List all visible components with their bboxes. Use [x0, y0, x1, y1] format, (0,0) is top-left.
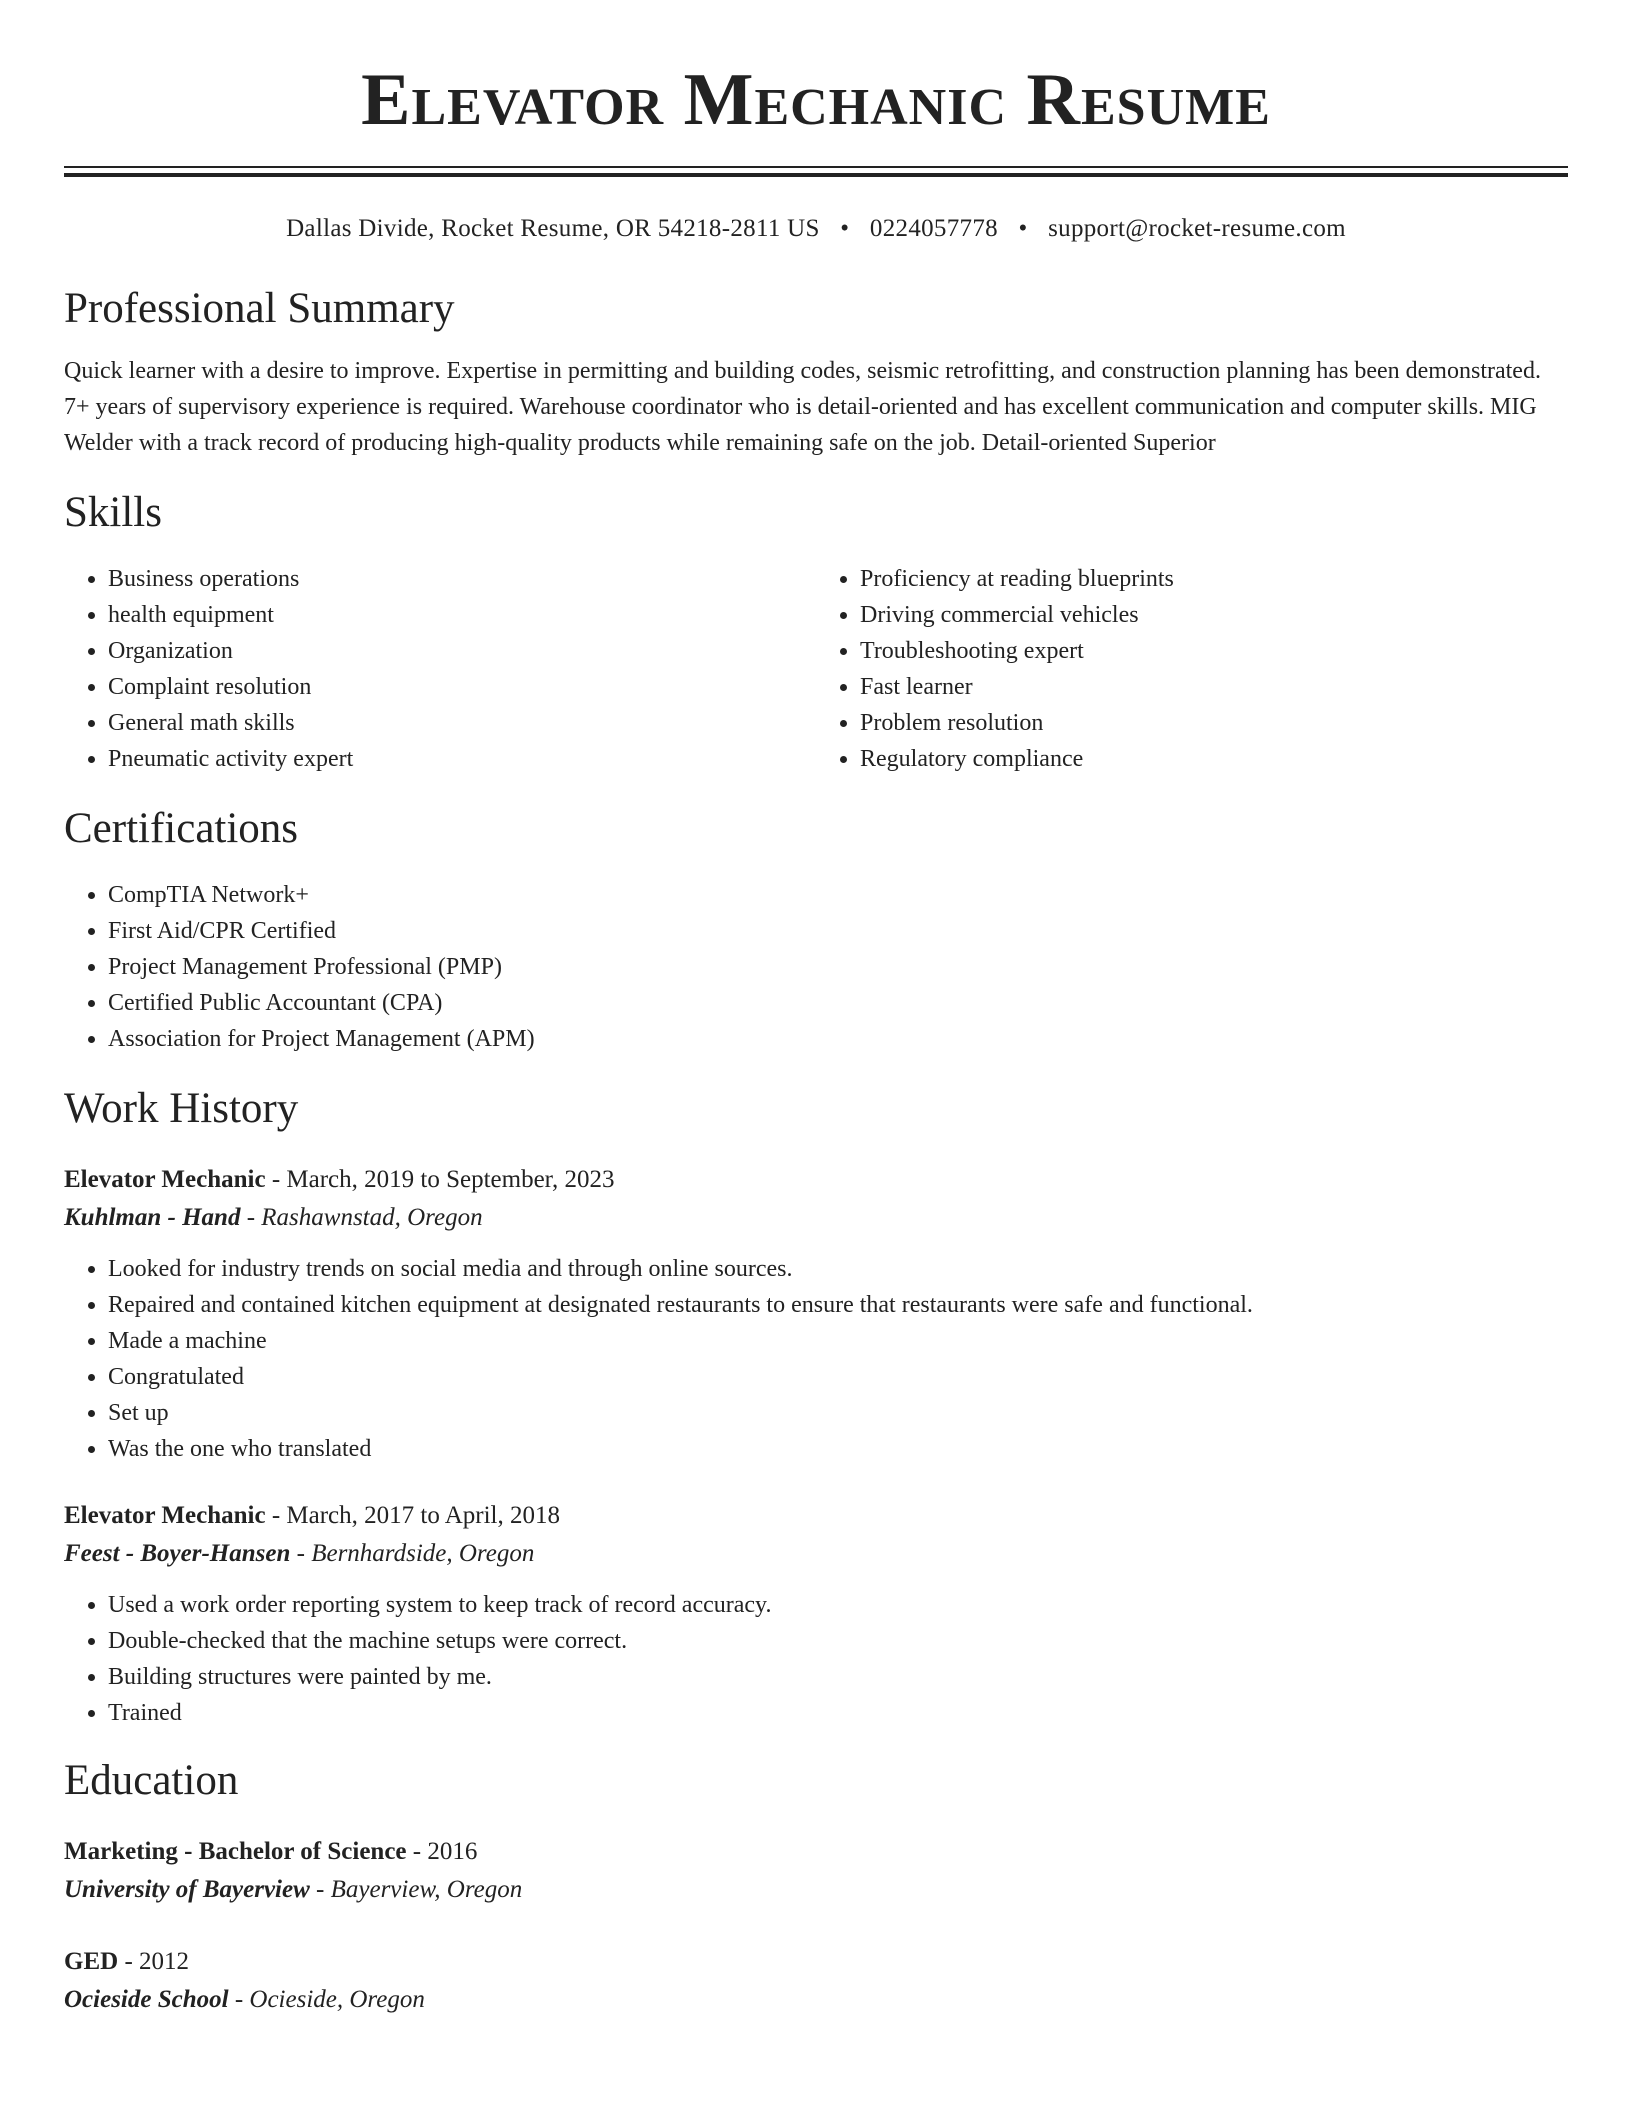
joiner: -	[406, 1838, 428, 1865]
skill-item: • Complaint resolution	[108, 669, 816, 705]
skill-item: • Fast learner	[860, 669, 1568, 705]
joiner: -	[290, 1540, 312, 1567]
job-bullets	[64, 1251, 1568, 1467]
job-dates: March, 2017 to April, 2018	[286, 1502, 560, 1529]
job-location: Rashawnstad, Oregon	[261, 1204, 483, 1231]
job-bullet: • Trained	[108, 1695, 1568, 1731]
education-header	[64, 1833, 1568, 1871]
job-bullet: • Building structures were painted by me.	[108, 1659, 1568, 1695]
certification-item: • CompTIA Network+	[108, 877, 1568, 913]
job-bullet: • Used a work order reporting system to keep track of record accuracy.	[108, 1587, 1568, 1623]
contact-phone: 0224057778	[869, 215, 998, 242]
contact-line	[64, 213, 1568, 245]
joiner: -	[118, 1948, 140, 1975]
skill-item: • Troubleshooting expert	[860, 633, 1568, 669]
certification-item: • Certified Public Accountant (CPA)	[108, 985, 1568, 1021]
education-header	[64, 1943, 1568, 1981]
skills-left-list	[64, 561, 816, 777]
job-header	[64, 1497, 1568, 1535]
education-school-line	[64, 1871, 1568, 1909]
skill-item: • Pneumatic activity expert	[108, 741, 816, 777]
certification-item: • Project Management Professional (PMP)	[108, 949, 1568, 985]
education-degree: Marketing - Bachelor of Science	[64, 1838, 407, 1865]
summary-text: Quick learner with a desire to improve. Expertise in permitting and building codes, seismic retrofitting, and construction planning has been demonstrated. 7+ years of supervisory experience is required. Warehouse coordinator who is detail-oriented and has excellent communication and computer skills. MIG Welder with a track record of producing high-quality products while remaining safe on the job. Detail-oriented Superior	[64, 358, 1541, 456]
education-school-line	[64, 1981, 1568, 2019]
title-divider	[64, 166, 1568, 177]
job-header	[64, 1161, 1568, 1199]
job-company: Kuhlman - Hand	[64, 1204, 241, 1231]
job-title: Elevator Mechanic	[64, 1502, 266, 1529]
education-school: University of Bayerview	[64, 1876, 310, 1903]
skills-columns	[64, 561, 1568, 777]
skill-item: • General math skills	[108, 705, 816, 741]
education-school: Ocieside School	[64, 1986, 229, 2013]
job-bullet: • Set up	[108, 1395, 1568, 1431]
contact-separator: •	[840, 215, 850, 242]
education-location: Ocieside, Oregon	[249, 1986, 425, 2013]
certifications-list	[64, 877, 1568, 1057]
certification-item: • Association for Project Management (APM)	[108, 1021, 1568, 1057]
contact-address: Dallas Divide, Rocket Resume, OR 54218-2811 US	[286, 215, 820, 242]
education-location: Bayerview, Oregon	[330, 1876, 523, 1903]
education-year: 2012	[139, 1948, 190, 1975]
joiner: -	[240, 1204, 262, 1231]
job-location: Bernhardside, Oregon	[311, 1540, 535, 1567]
job-employer	[64, 1199, 1568, 1237]
resume-title: Elevator Mechanic Resume	[361, 59, 1271, 141]
skill-item: • Organization	[108, 633, 816, 669]
skill-item: • Proficiency at reading blueprints	[860, 561, 1568, 597]
work-history-heading: Work History	[64, 1085, 299, 1132]
job-bullet: • Congratulated	[108, 1359, 1568, 1395]
skill-item: • Business operations	[108, 561, 816, 597]
joiner: -	[265, 1166, 287, 1193]
job-bullet: • Double-checked that the machine setups were correct.	[108, 1623, 1568, 1659]
job-bullet: • Made a machine	[108, 1323, 1568, 1359]
contact-separator: •	[1018, 215, 1028, 242]
joiner: -	[228, 1986, 250, 2013]
education-degree: GED	[64, 1948, 119, 1975]
skill-item: • health equipment	[108, 597, 816, 633]
job-title: Elevator Mechanic	[64, 1166, 266, 1193]
job-bullets	[64, 1587, 1568, 1731]
job-bullet: • Repaired and contained kitchen equipment at designated restaurants to ensure that restaurants were safe and functional.	[108, 1287, 1568, 1323]
certification-item: • First Aid/CPR Certified	[108, 913, 1568, 949]
skills-right-list	[816, 561, 1568, 777]
skill-item: • Problem resolution	[860, 705, 1568, 741]
skill-item: • Regulatory compliance	[860, 741, 1568, 777]
summary-heading: Professional Summary	[64, 285, 455, 332]
education-year: 2016	[427, 1838, 478, 1865]
job-employer	[64, 1535, 1568, 1573]
skills-heading: Skills	[64, 489, 162, 536]
job-dates: March, 2019 to September, 2023	[286, 1166, 615, 1193]
joiner: -	[309, 1876, 331, 1903]
job-bullet: • Was the one who translated	[108, 1431, 1568, 1467]
joiner: -	[265, 1502, 287, 1529]
contact-email: support@rocket-resume.com	[1048, 215, 1346, 242]
certifications-heading: Certifications	[64, 805, 299, 852]
education-heading: Education	[64, 1757, 239, 1804]
job-bullet: • Looked for industry trends on social media and through online sources.	[108, 1251, 1568, 1287]
job-company: Feest - Boyer-Hansen	[64, 1540, 291, 1567]
skill-item: • Driving commercial vehicles	[860, 597, 1568, 633]
